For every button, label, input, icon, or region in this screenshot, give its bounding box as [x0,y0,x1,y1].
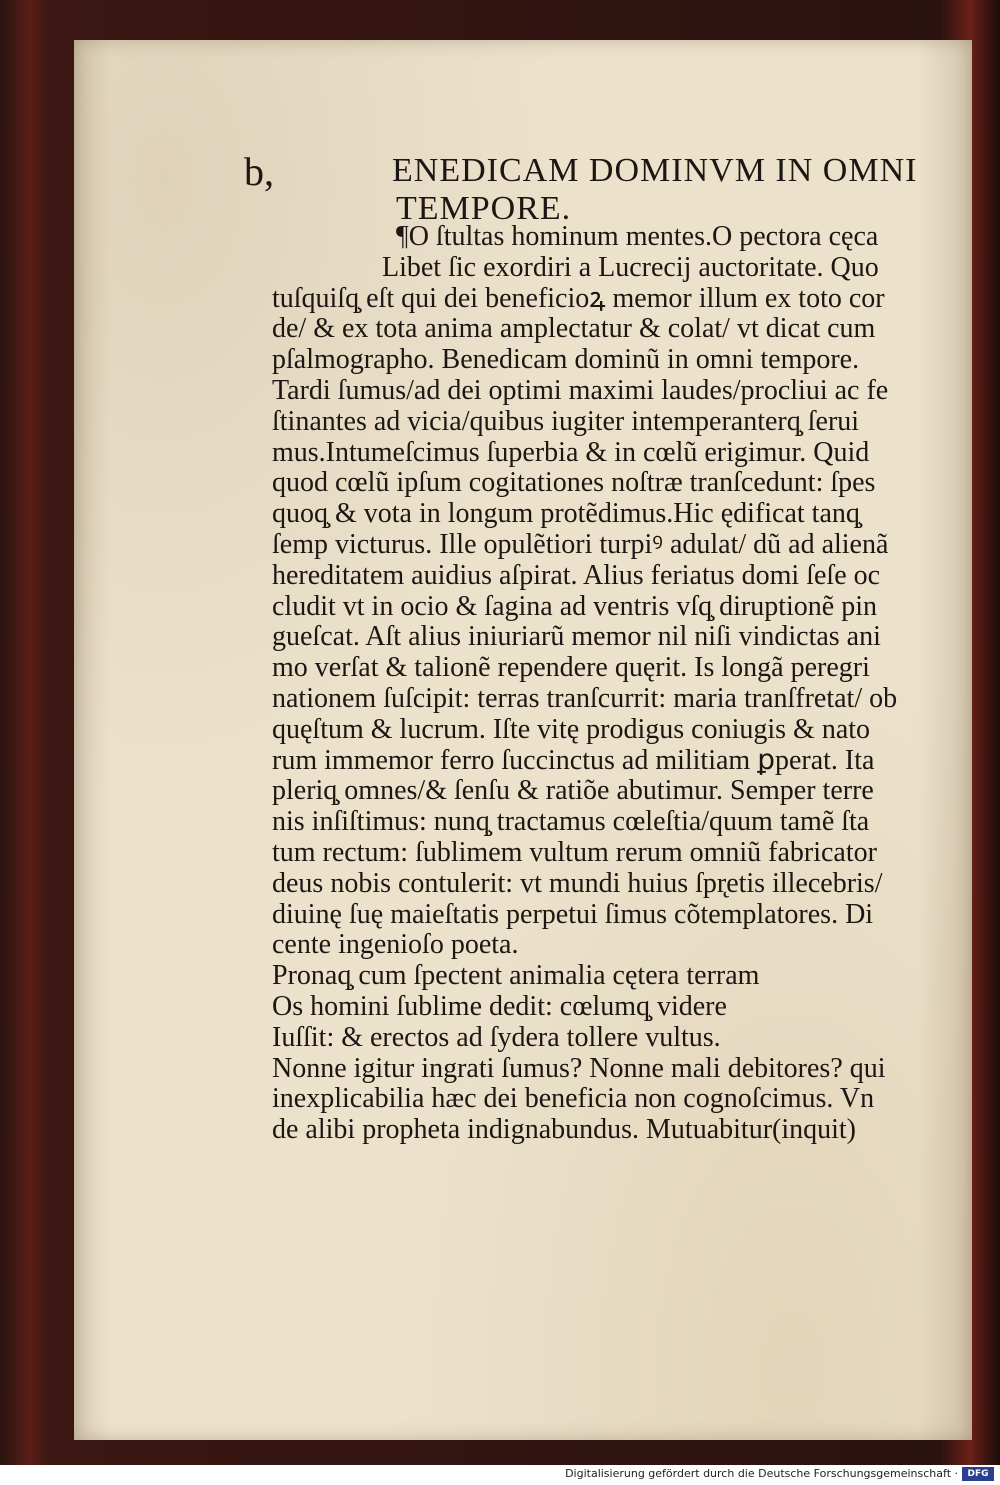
text-line: Nonne igitur ingrati ſumus? Nonne mali debitores? qui [272,1052,886,1084]
title-line-1: ENEDICAM DOMINVM IN OMNI [392,152,918,189]
dfg-logo: DFG [962,1467,994,1481]
verse-line: Iuſſit: & erectos ad ſydera tollere vultus. [272,1021,721,1053]
text-line: rum immemor ferro ſuccinctus ad militiam ꝑperat. Ita [272,744,875,776]
body-text [272,222,942,1146]
text-line: Libet ſic exordiri a Lucrecij auctoritate. Quo [382,251,879,283]
text-line: tuſquiſq̧ eſt qui dei beneficioꝝ memor illum ex toto cor [272,282,885,314]
text-line: ſemp victurus. Ille opulẽtiori turpiꝰ adulat/ dũ ad alienã [272,528,889,560]
text-line: hereditatem auidius aſpirat. Alius feriatus domi ſeſe oc [272,559,881,591]
text-line: mus.Intumeſcimus ſuperbia & in cœlũ erigimur. Quid [272,436,870,468]
verse-line: Pronaq̧ cum ſpectent animalia cętera terram [272,960,760,992]
text-line: ¶O ſtultas hominum mentes.O pectora cęca [396,221,879,252]
text-line: nis inſiſtimus: nunq̧ tractamus cœleſtia/quum tamẽ ſta [272,806,870,838]
text-line: quod cœlũ ipſum cogitationes noſtræ tranſcedunt: ſpes [272,467,876,499]
text-line: de/ & ex tota anima amplectatur & colat/ vt dicat cum [272,313,876,345]
text-line: cente ingenioſo poeta. [272,929,519,961]
text-line: deus nobis contulerit: vt mundi huius ſpr̨etis illecebris/ [272,867,883,899]
text-line: quoq̧ & vota in longum protẽdimus.Hic ędificat tanq̧ [272,498,860,530]
footer-bar [0,1465,1000,1485]
text-line: inexplicabilia hæc dei beneficia non cognoſcimus. Vn [272,1083,875,1115]
text-line: pleriq̧ omnes/& ſenſu & ratiõe abutimur. Semper terre [272,775,874,807]
page-title [392,152,932,228]
marginal-note: b, [244,149,274,194]
text-line: diuinę ſuę maieſtatis perpetui ſimus cõtemplatores. Di [272,898,874,930]
text-line: ſtinantes ad vicia/quibus iugiter intemperanterq̧ ſerui [272,405,860,437]
text-line: Tardi ſumus/ad dei optimi maximi laudes/procliui ac fe [272,374,889,406]
text-line: quęſtum & lucrum. Iſte vitę prodigus coniugis & nato [272,713,871,745]
funding-credit: Digitalisierung gefördert durch die Deutsche Forschungsgemeinschaft · [565,1467,958,1480]
text-line: cludit vt in ocio & ſagina ad ventris vſq̧ diruptionẽ pin [272,590,878,622]
text-line: pſalmographo. Benedicam dominũ in omni tempore. [272,344,860,376]
title-line-2: TEMPORE. [396,190,572,227]
verse-line: Os homini ſublime dedit: cœlumq̧ videre [272,990,727,1022]
text-line: tum rectum: ſublimem vultum rerum omniũ fabricator [272,836,877,868]
text-line: nationem ſuſcipit: terras tranſcurrit: maria tranſfretat/ ob [272,682,898,714]
text-line: mo verſat & talionẽ rependere quęrit. Is longã peregri [272,652,870,684]
text-line: de alibi propheta indignabundus. Mutuabitur(inquit) [272,1114,857,1146]
text-line: gueſcat. Aſt alius iniuriarũ memor nil niſi vindictas ani [272,621,881,653]
